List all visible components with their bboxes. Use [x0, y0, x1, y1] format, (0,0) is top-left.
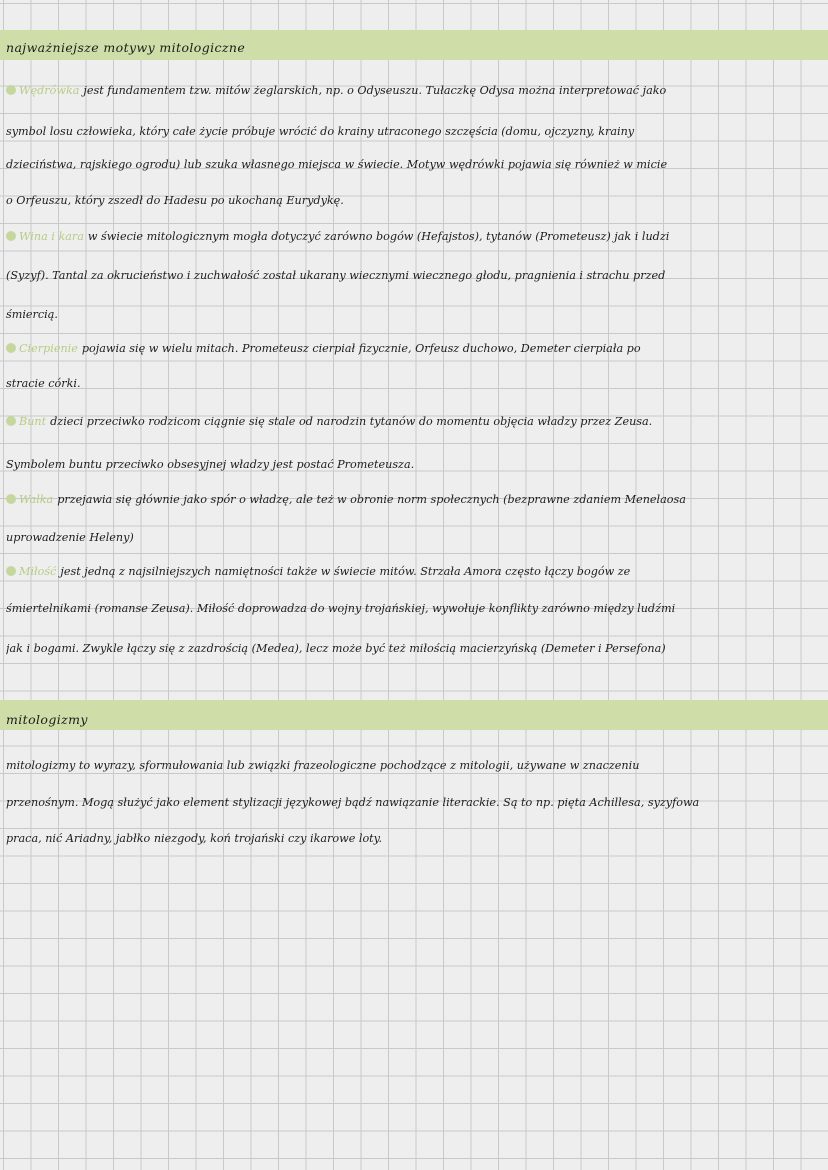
motif-line: Symbolem buntu przeciwko obsesyjnej władzy jest postać Prometeusza.	[6, 458, 415, 471]
bullet-icon	[6, 343, 16, 353]
motif-line: śmiercią.	[6, 308, 58, 321]
motif-line: śmiertelnikami (romanse Zeusa). Miłość doprowadza do wojny trojańskiej, wywołuje konflikty zarówno między ludźmi	[6, 602, 676, 615]
motif-line	[6, 341, 824, 357]
section-heading-mythologisms: mitologizmy	[6, 712, 88, 727]
motif-line	[6, 564, 824, 580]
bullet-icon	[6, 231, 16, 241]
mythologism-line: praca, nić Ariadny, jabłko niezgody, koń trojański czy ikarowe loty.	[6, 832, 383, 845]
motif-keyword: Cierpienie	[19, 342, 78, 355]
motif-keyword: Wędrówka	[19, 84, 80, 97]
bullet-icon	[6, 416, 16, 426]
motif-keyword: Walka	[19, 493, 54, 506]
bullet-icon	[6, 494, 16, 504]
bullet-icon	[6, 566, 16, 576]
motif-keyword: Bunt	[19, 415, 47, 428]
motif-text: jest fundamentem tzw. mitów żeglarskich, np. o Odyseuszu. Tułaczkę Odysa można interpretować jako	[83, 84, 667, 97]
motif-line: (Syzyf). Tantal za okrucieństwo i zuchwałość został ukarany wiecznymi wiecznego głodu, pragnienia i strachu przed	[6, 269, 666, 282]
motif-text: dzieci przeciwko rodzicom ciągnie się stale od narodzin tytanów do momentu objęcia władzy przez Zeusa.	[50, 415, 653, 428]
motif-text: przejawia się głównie jako spór o władzę, ale też w obronie norm społecznych (bezprawne zdaniem Menelaosa	[57, 493, 686, 506]
motif-line: dzieciństwa, rajskiego ogrodu) lub szuka własnego miejsca w świecie. Motyw wędrówki pojawia się również w micie	[6, 158, 668, 171]
motif-line: o Orfeuszu, który zszedł do Hadesu po ukochaną Eurydykę.	[6, 194, 344, 207]
section-heading-motifs: najważniejsze motywy mitologiczne	[6, 40, 246, 55]
motif-keyword: Miłość	[19, 565, 57, 578]
bullet-icon	[6, 85, 16, 95]
motif-line: uprowadzenie Heleny)	[6, 531, 134, 544]
motif-text: jest jedną z najsilniejszych namiętności także w świecie mitów. Strzała Amora często łączy bogów ze	[60, 565, 631, 578]
motif-line: symbol losu człowieka, który całe życie próbuje wrócić do krainy utraconego szczęścia (domu, ojczyzny, krainy	[6, 125, 635, 138]
motif-keyword: Wina i kara	[19, 230, 84, 243]
motif-line	[6, 414, 824, 430]
motif-text: pojawia się w wielu mitach. Prometeusz cierpiał fizycznie, Orfeusz duchowo, Demeter cierpiała po	[81, 342, 641, 355]
motif-line	[6, 83, 824, 99]
motif-line: stracie córki.	[6, 377, 81, 390]
motif-line	[6, 492, 824, 508]
mythologism-line: mitologizmy to wyrazy, sformułowania lub związki frazeologiczne pochodzące z mitologii, używane w znaczeniu	[6, 759, 640, 772]
motif-text: w świecie mitologicznym mogła dotyczyć zarówno bogów (Hefajstos), tytanów (Prometeusz) jak i ludzi	[87, 230, 670, 243]
mythologism-line: przenośnym. Mogą służyć jako element stylizacji językowej bądź nawiązanie literackie. Są to np. pięta Achillesa, syzyfowa	[6, 796, 700, 809]
heading-highlight-band	[0, 700, 828, 730]
motif-line: jak i bogami. Zwykle łączy się z zazdrością (Medea), lecz może być też miłością macierzyńską (Demeter i Persefona)	[6, 642, 666, 655]
motif-line	[6, 229, 824, 245]
